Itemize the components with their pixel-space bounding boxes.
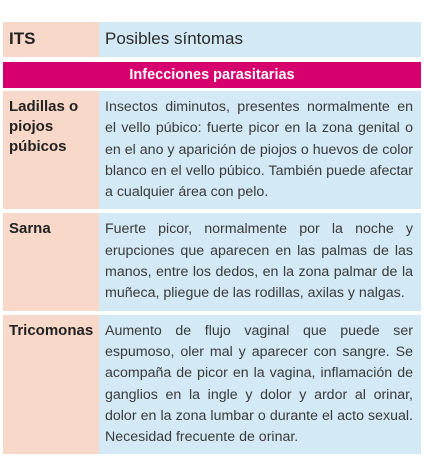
its-name-sarna: Sarna — [3, 213, 99, 310]
header-its: ITS — [3, 22, 99, 57]
its-name-ladillas: Ladillas o piojos púbicos — [3, 91, 99, 209]
header-symptoms: Posibles síntomas — [99, 22, 421, 57]
symptoms-sarna: Fuerte picor, normalmente por la noche y erupciones que aparecen en las palmas de las manos, entre los dedos, en la zona palmar de la muñeca, pliegue de las rodillas, axilas y nalgas. — [99, 213, 421, 310]
table-row — [3, 315, 421, 455]
symptoms-tricomonas: Aumento de flujo vaginal que puede ser espumoso, oler mal y aparecer con sangre. Se acompaña de picor en la vagina, inflamación de ganglios en la ingle y dolor y ardor al orinar, dolor en la zona lumbar o durante el acto sexual. Necesidad frecuente de orinar. — [99, 315, 421, 455]
table-row — [3, 91, 421, 209]
symptoms-ladillas: Insectos diminutos, presentes normalmente en el vello púbico: fuerte picor en la zona genital o en el ano y aparición de piojos o huevos de color blanco en el vello púbico. También puede afectar a cualquier área con pelo. — [99, 91, 421, 209]
its-name-tricomonas: Tricomonas — [3, 315, 99, 455]
section-title: Infecciones parasitarias — [3, 62, 421, 88]
table-row — [3, 213, 421, 310]
symptoms-table — [3, 22, 421, 454]
table-header-row — [3, 22, 421, 57]
